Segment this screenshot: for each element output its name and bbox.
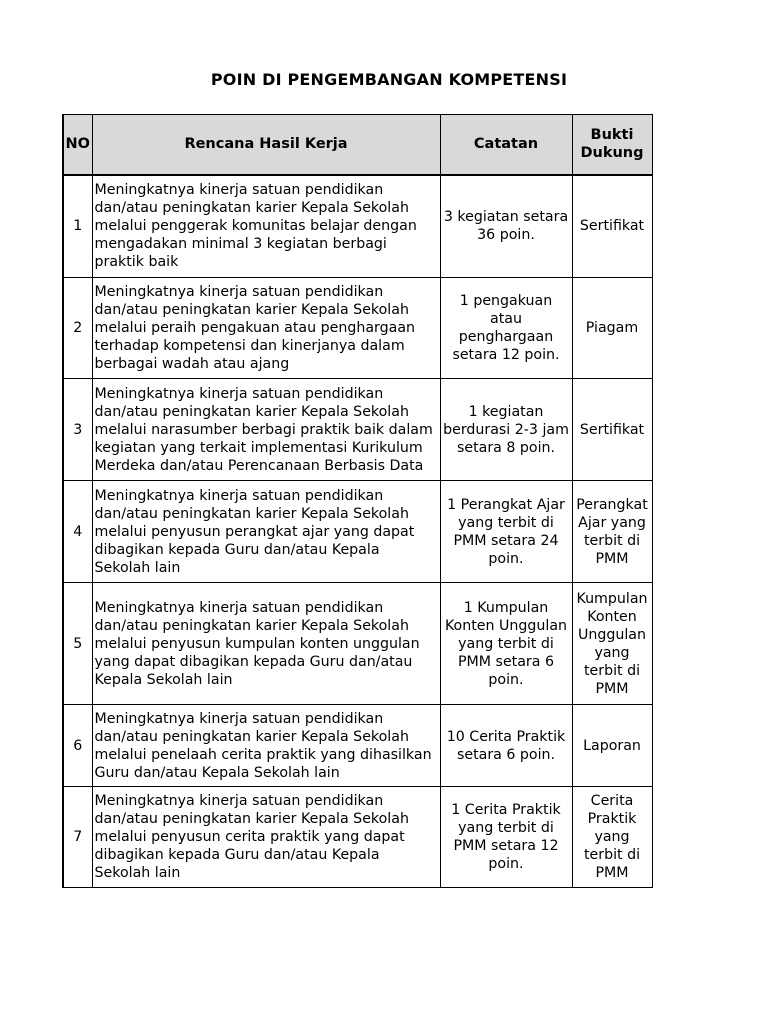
- catatan: 1 Perangkat Ajar yang terbit di PMM setara 24 poin.: [440, 481, 572, 583]
- catatan: 1 kegiatan berdurasi 2-3 jam setara 8 poin.: [440, 379, 572, 481]
- row-number: 3: [63, 379, 92, 481]
- header-no: NO: [63, 115, 92, 175]
- table-row: [63, 481, 652, 583]
- row-number: 6: [63, 705, 92, 787]
- bukti-dukung: Sertifikat: [572, 175, 652, 278]
- table-row: [63, 175, 652, 278]
- catatan: 1 pengakuan atau penghargaan setara 12 poin.: [440, 278, 572, 379]
- catatan: 1 Cerita Praktik yang terbit di PMM setara 12 poin.: [440, 787, 572, 888]
- table-row: [63, 787, 652, 888]
- row-number: 4: [63, 481, 92, 583]
- bukti-dukung: Kumpulan Konten Unggulan yang terbit di PMM: [572, 583, 652, 705]
- bukti-dukung: Laporan: [572, 705, 652, 787]
- header-bukti-dukung: Bukti Dukung: [572, 115, 652, 175]
- table-row: [63, 583, 652, 705]
- rencana-hasil-kerja: Meningkatnya kinerja satuan pendidikan dan/atau peningkatan karier Kepala Sekolah melalui penelaah cerita praktik yang dihasilkan Guru dan/atau Kepala Sekolah lain: [92, 705, 440, 787]
- header-rencana-hasil-kerja: Rencana Hasil Kerja: [92, 115, 440, 175]
- row-number: 7: [63, 787, 92, 888]
- table-row: [63, 379, 652, 481]
- row-number: 1: [63, 175, 92, 278]
- bukti-dukung: Cerita Praktik yang terbit di PMM: [572, 787, 652, 888]
- rencana-hasil-kerja: Meningkatnya kinerja satuan pendidikan dan/atau peningkatan karier Kepala Sekolah melalui penyusun perangkat ajar yang dapat dibagikan kepada Guru dan/atau Kepala Sekolah lain: [92, 481, 440, 583]
- bukti-dukung: Sertifikat: [572, 379, 652, 481]
- row-number: 5: [63, 583, 92, 705]
- header-row: [63, 115, 652, 175]
- bukti-dukung: Perangkat Ajar yang terbit di PMM: [572, 481, 652, 583]
- table-row: [63, 278, 652, 379]
- rencana-hasil-kerja: Meningkatnya kinerja satuan pendidikan dan/atau peningkatan karier Kepala Sekolah melalui narasumber berbagi praktik baik dalam kegiatan yang terkait implementasi Kurikulum Merdeka dan/atau Perencanaan Berbasis Data: [92, 379, 440, 481]
- rencana-hasil-kerja: Meningkatnya kinerja satuan pendidikan dan/atau peningkatan karier Kepala Sekolah melalui penggerak komunitas belajar dengan mengadakan minimal 3 kegiatan berbagi praktik baik: [92, 175, 440, 278]
- rencana-hasil-kerja: Meningkatnya kinerja satuan pendidikan dan/atau peningkatan karier Kepala Sekolah melalui penyusun cerita praktik yang dapat dibagikan kepada Guru dan/atau Kepala Sekolah lain: [92, 787, 440, 888]
- rencana-hasil-kerja: Meningkatnya kinerja satuan pendidikan dan/atau peningkatan karier Kepala Sekolah melalui penyusun kumpulan konten unggulan yang dapat dibagikan kepada Guru dan/atau Kepala Sekolah lain: [92, 583, 440, 705]
- catatan: 10 Cerita Praktik setara 6 poin.: [440, 705, 572, 787]
- header-catatan: Catatan: [440, 115, 572, 175]
- document-title: POIN DI PENGEMBANGAN KOMPETENSI: [210, 70, 568, 89]
- catatan: 3 kegiatan setara 36 poin.: [440, 175, 572, 278]
- table-row: [63, 705, 652, 787]
- catatan: 1 Kumpulan Konten Unggulan yang terbit di PMM setara 6 poin.: [440, 583, 572, 705]
- row-number: 2: [63, 278, 92, 379]
- rencana-hasil-kerja: Meningkatnya kinerja satuan pendidikan dan/atau peningkatan karier Kepala Sekolah melalui peraih pengakuan atau penghargaan terhadap kompetensi dan kinerjanya dalam berbagai wadah atau ajang: [92, 278, 440, 379]
- bukti-dukung: Piagam: [572, 278, 652, 379]
- competency-points-table: [62, 114, 653, 888]
